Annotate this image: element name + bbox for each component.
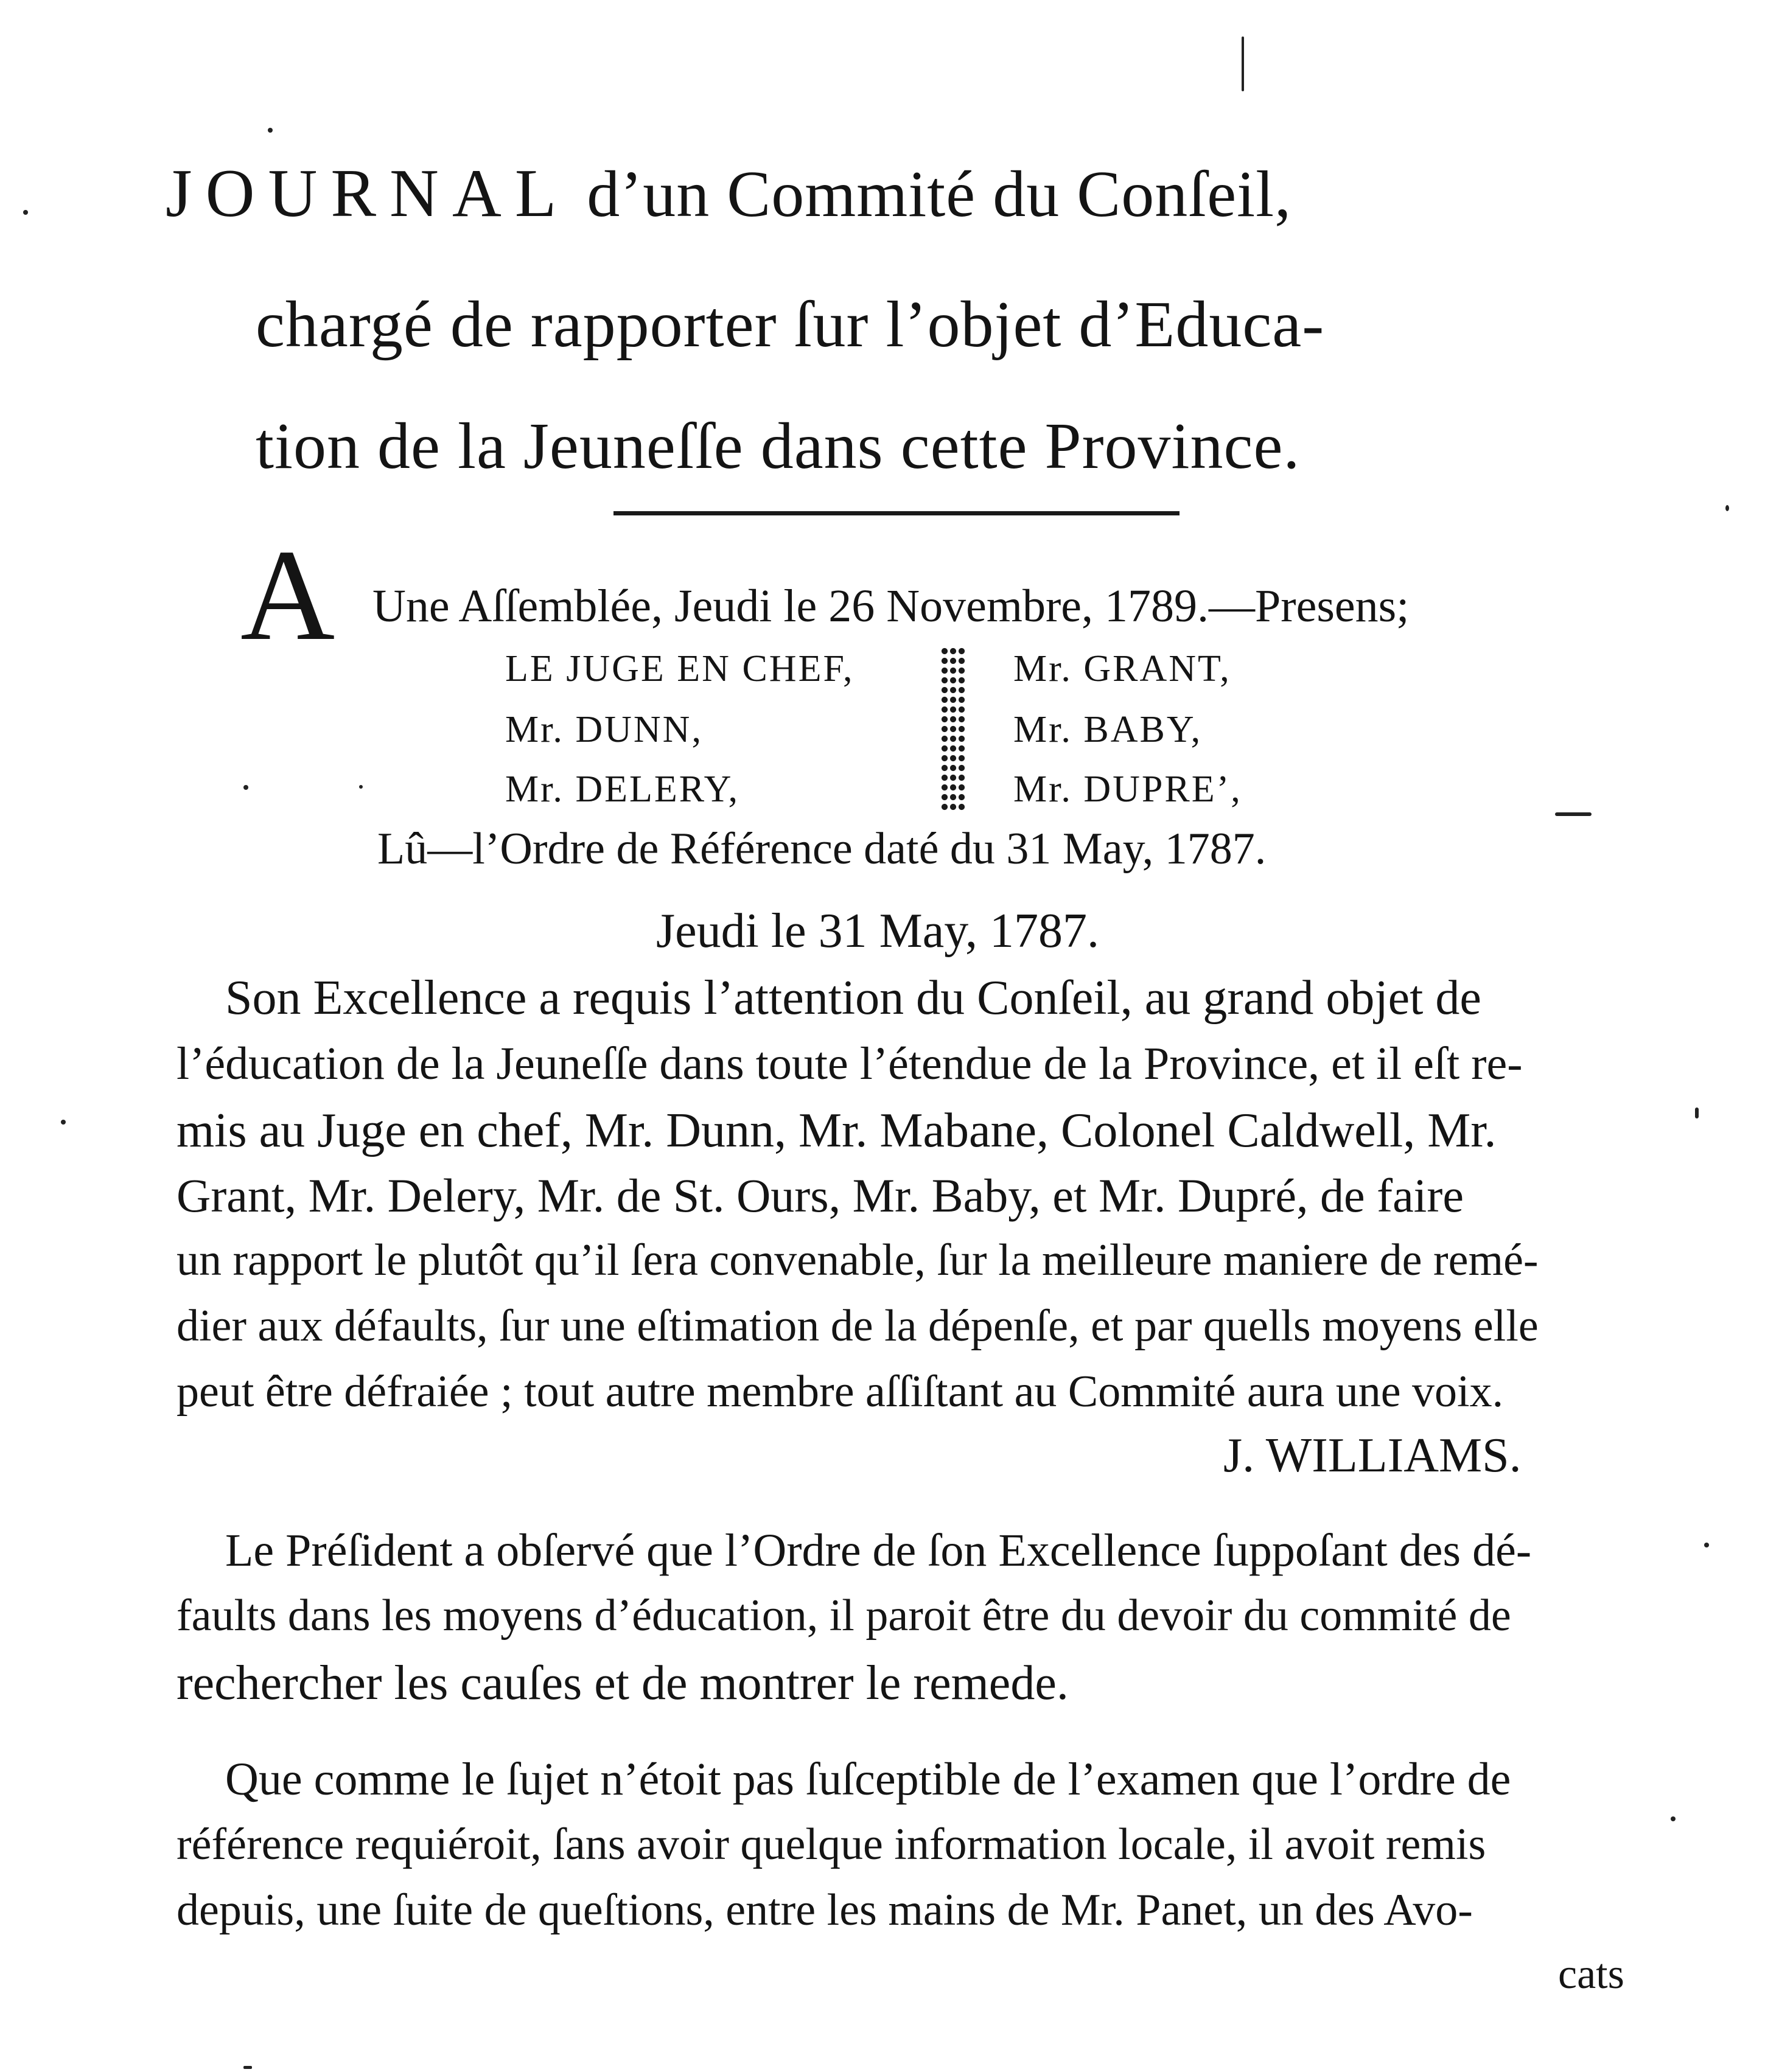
assembly-line: Une Aſſemblée, Jeudi le 26 Novembre, 1789.—Presens; [372,581,1410,632]
attendance-divider [940,646,965,811]
paragraph-1-line-2: faults dans les moyens d’éducation, il paroit être du devoir du commité de [177,1591,1511,1641]
scan-speck [23,210,28,215]
paragraph-2-line-1: Que comme le ſujet n’étoit pas ſuſceptible de l’examen que l’ordre de [225,1754,1511,1805]
present-left-2: Mr. DUNN, [505,709,703,750]
order-line-6: dier aux défaults, ſur une eſtimation de la dépenſe, et par quells moyens elle [177,1301,1539,1351]
drop-cap: A [240,522,335,668]
scan-speck [268,128,273,133]
order-date: Jeudi le 31 May, 1787. [656,904,1100,958]
title-line-2: chargé de rapporter ſur l’objet d’Educa- [256,288,1325,361]
order-line-5: un rapport le plutôt qu’il ſera convenable, ſur la meilleure maniere de remé- [177,1235,1539,1285]
paragraph-1-line-3: rechercher les cauſes et de montrer le remede. [177,1656,1069,1710]
scan-speck [243,2066,252,2069]
present-right-3: Mr. DUPRE’, [1013,769,1242,810]
order-line-1: Son Excellence a requis l’attention du Conſeil, au grand objet de [225,971,1481,1025]
present-left-3: Mr. DELERY, [505,769,739,810]
paragraph-1-line-1: Le Préſident a obſervé que l’Ordre de ſon Excellence ſuppoſant des dé- [225,1525,1532,1576]
signature: J. WILLIAMS. [1223,1429,1522,1482]
order-line-3: mis au Juge en chef, Mr. Dunn, Mr. Mabane, Colonel Caldwell, Mr. [177,1104,1497,1157]
scan-speck [61,1120,66,1125]
paragraph-2-line-2: référence requiéroit, ſans avoir quelque information locale, il avoit remis [177,1819,1486,1869]
scan-speck [1555,812,1592,816]
read-order-line: Lû—l’Ordre de Référence daté du 31 May, 1787. [377,824,1267,874]
present-right-2: Mr. BABY, [1013,709,1203,750]
title-line-1-rest: d’un Commité du Conſeil, [587,158,1292,231]
present-right-1: Mr. GRANT, [1013,648,1231,689]
title-first-word: JOURNAL [166,156,570,231]
scan-speck [1725,505,1729,511]
scan-speck [243,785,248,790]
scan-speck [1671,1816,1676,1821]
paragraph-2-line-3: depuis, une ſuite de queſtions, entre les mains de Mr. Panet, un des Avo- [177,1885,1473,1935]
order-line-4: Grant, Mr. Delery, Mr. de St. Ours, Mr. Baby, et Mr. Dupré, de faire [177,1169,1464,1222]
scan-speck [1242,37,1244,91]
present-left-1: LE JUGE EN CHEF, [505,648,855,689]
order-line-2: l’éducation de la Jeuneſſe dans toute l’étendue de la Province, et il eſt re- [177,1038,1523,1089]
catchword: cats [1558,1951,1624,1998]
scan-speck [359,785,363,789]
title-rule [613,511,1180,515]
order-line-7: peut être défraiée ; tout autre membre aſſiſtant au Commité aura une voix. [177,1367,1504,1417]
scan-speck [1704,1543,1709,1547]
title-line-1 [166,156,1292,231]
title-line-3: tion de la Jeuneſſe dans cette Province. [256,410,1301,483]
scan-speck [1695,1108,1699,1118]
